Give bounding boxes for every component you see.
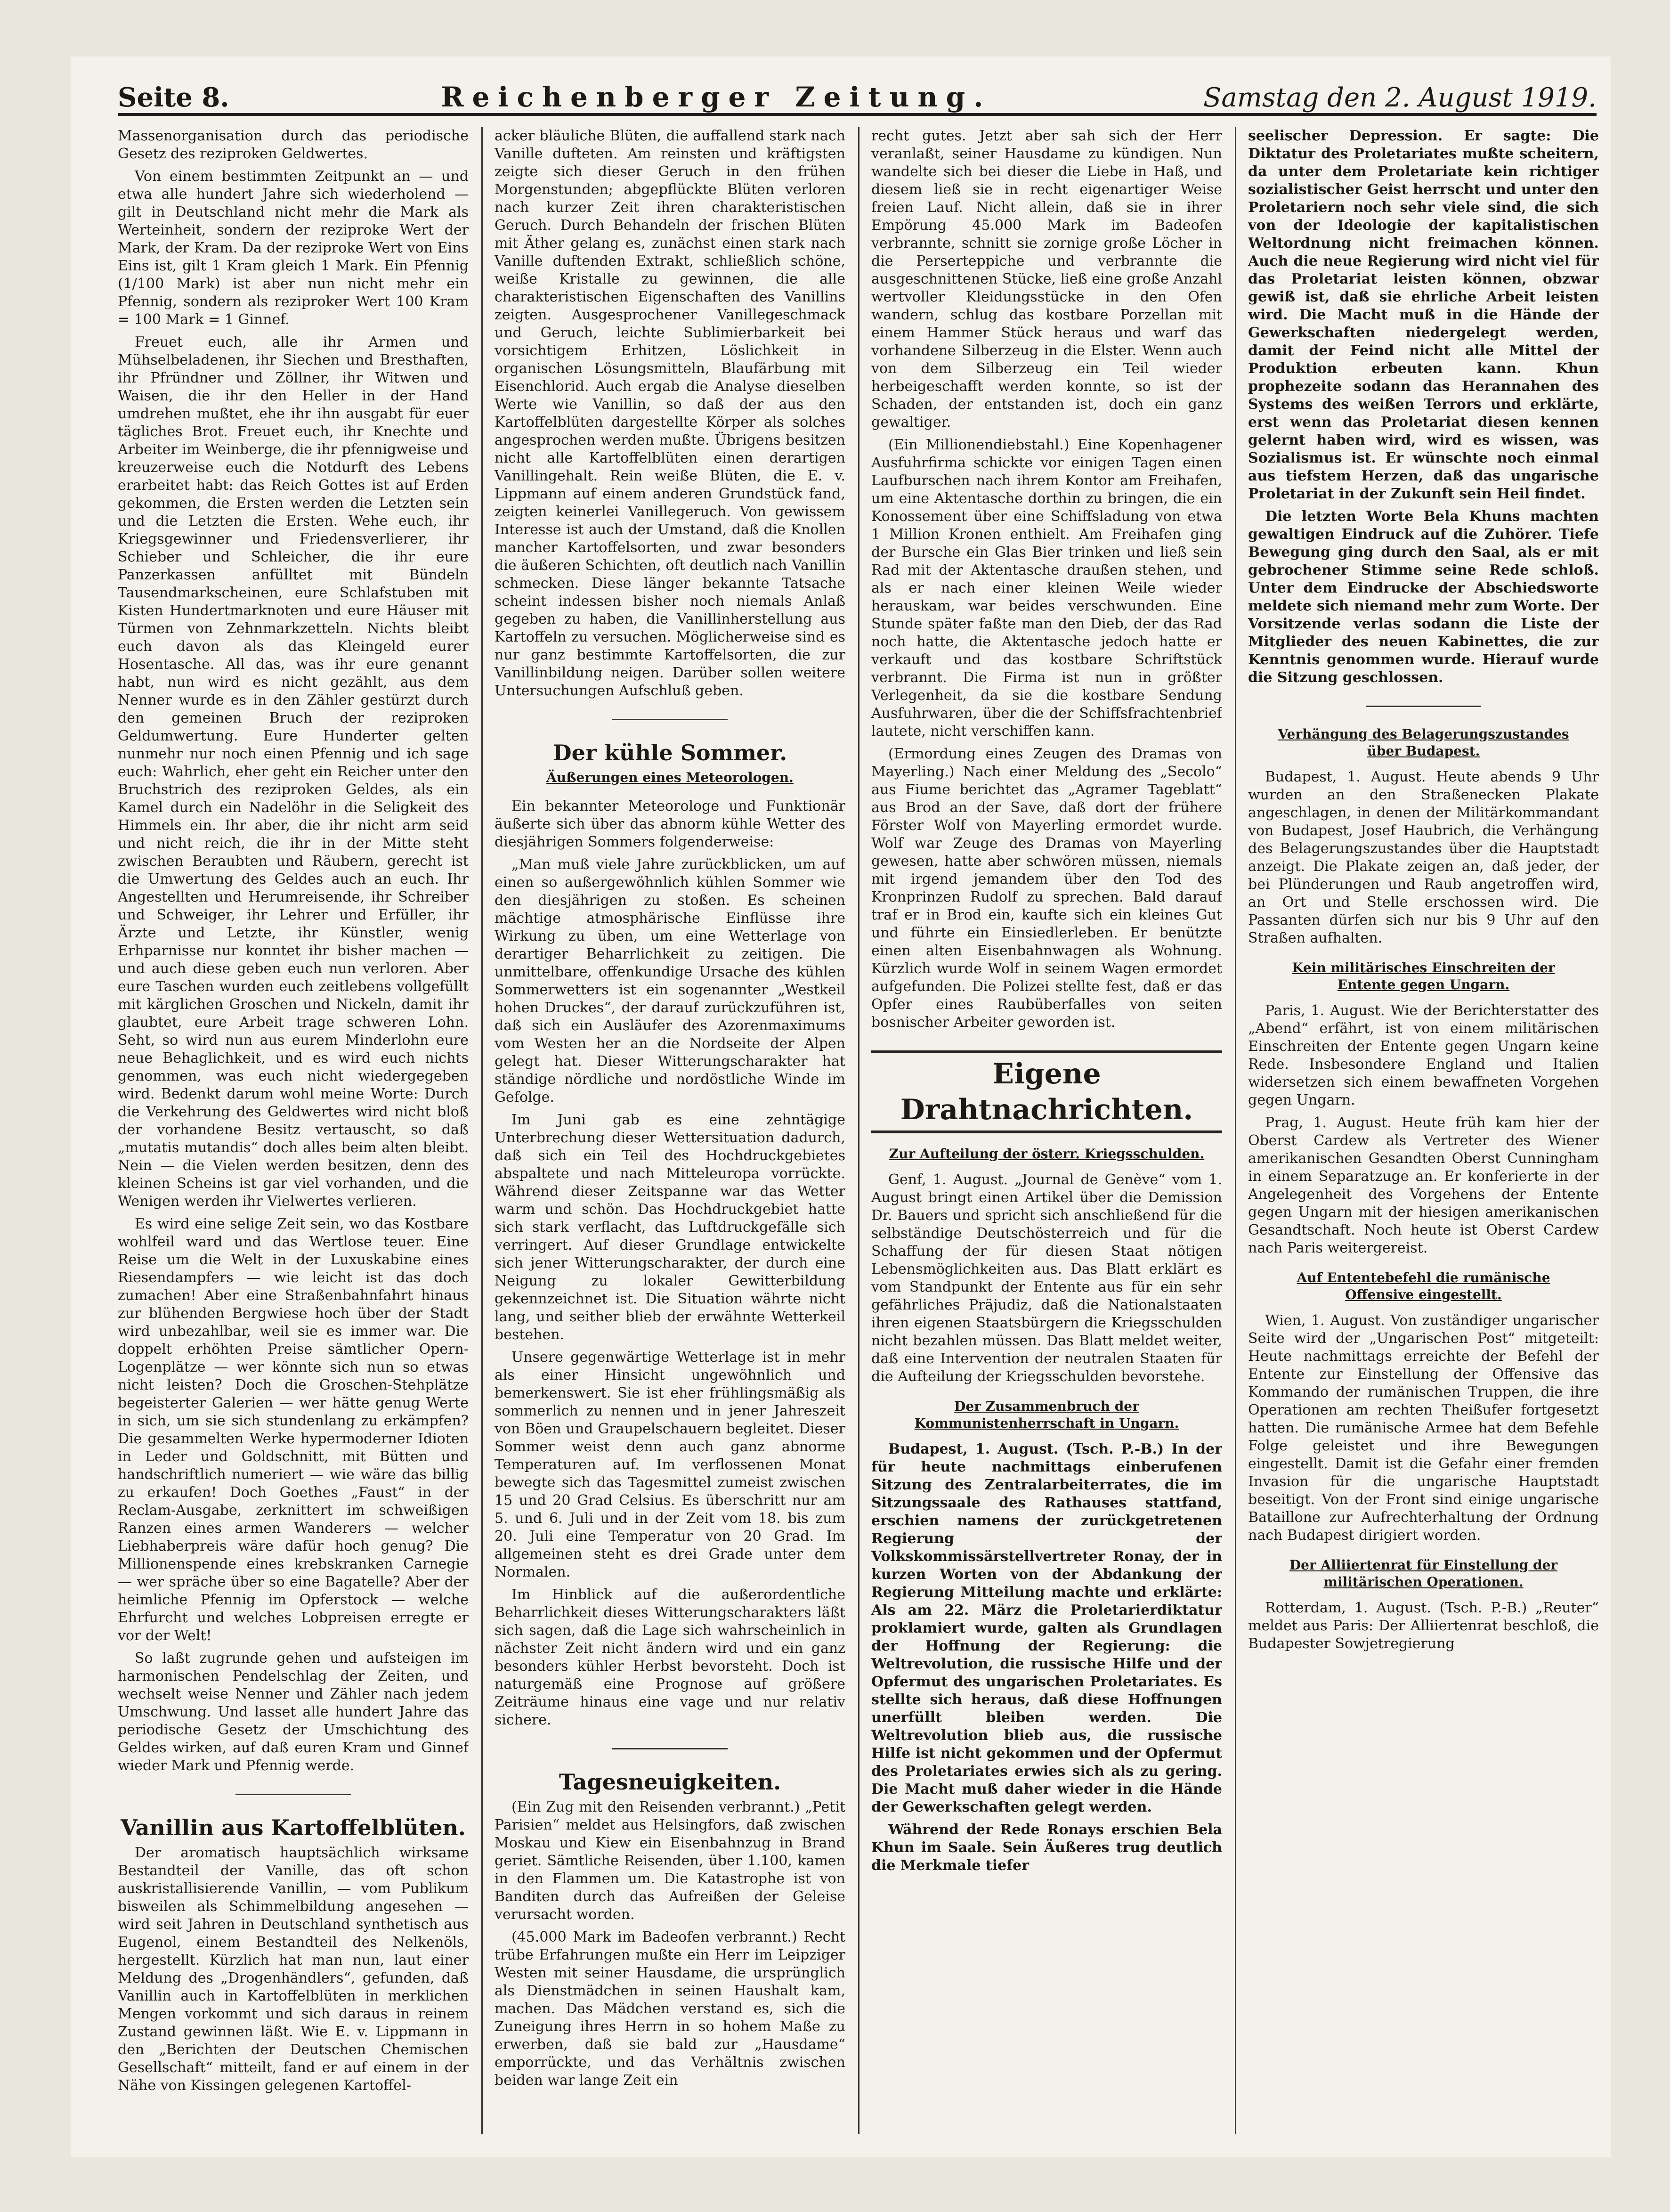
article-paragraph: Im Juni gab es eine zehntägige Unterbrechung dieser Wettersituation dadurch, daß sich ein Teil des Hochdruckgebietes abspaltete und nach Mitteleuropa vorrückte. Während dieser Zeitspanne war das Wetter warm und schön. Das Hochdruckgebiet hatte sich stark verflacht, das Luftdruckgefälle sich verringert. Auf dieser Grundlage entwickelte sich jener Witterungscharakter, der durch eine Neigung zu lokaler Gewitterbildung gekennzeichnet ist. Die Situation währte nicht lang, und seither blieb der erwähnte Wetterkeil bestehen. <box>495 1112 845 1343</box>
article-paragraph: Die letzten Worte Bela Khuns machten gewaltigen Eindruck auf die Zuhörer. Tiefe Bewegung ging durch den Saal, als er mit gebrochener Stimme seine Rede schloß. Unter dem Eindrucke der Abschiedsworte meldete sich niemand mehr zum Worte. Der Vorsitzende verlas sodann die Liste der Mitglieder des neuen Kabinettes, die zur Kenntnis genommen wurde. Hierauf wurde die Sitzung geschlossen. <box>1248 508 1599 686</box>
article-paragraph: Von einem bestimmten Zeitpunkt an — und etwa alle hundert Jahre sich wiederholend — gilt in Deutschland nicht mehr die Mark als Werteinheit, sondern der reziproke Wert der Mark, der Kram. Da der reziproke Wert von Eins Eins ist, gilt 1 Kram gleich 1 Mark. Ein Pfennig (1/100 Mark) ist aber nun nicht mehr ein Pfennig, sondern als reziproker Wert 100 Kram = 100 Mark = 1 Ginnef. <box>118 168 469 328</box>
article-paragraph: Es wird eine selige Zeit sein, wo das Kostbare wohlfeil ward und das Wertlose teuer. Eine Reise um die Welt in der Luxuskabine eines Riesendampfers — wie leicht ist das doch zumachen! Aber eine Straßenbahnfahrt hinaus zur blühenden Bergwiese hoch über der Stadt wird unbezahlbar, weil sie es immer war. Die doppelt erhöhten Preise sämtlicher Opern-Logenplätze — wer könnte sich nun so etwas nicht leisten? Doch die Groschen-Stehplätze begeisterter Galerien — wer hätte genug Werte in sich, um sie sich stundenlang zu erkämpfen? Die gesammelten Werke hypermoderner Idioten in Leder und Goldschnitt, mit Bütten und handschriftlich numeriert — wie wäre das billig zu erkaufen! Doch Goethes „Faust“ in der Reclam-Ausgabe, zerknittert im schweißigen Ranzen eines armen Wanderers — welcher Liebhaberpreis wäre dafür hoch genug? Die Millionenspende eines krebskranken Carnegie — wer spräche über so eine Bagatelle? Aber der heimliche Pfennig im Opferstock — welche Ehrfurcht und welches Lobpreisen erregte er vor der Welt! <box>118 1216 469 1644</box>
page-header <box>118 75 1597 116</box>
news-item: (Ermordung eines Zeugen des Dramas von Mayerling.) Nach einer Meldung des „Secolo“ aus Fiume berichtet das „Agramer Tageblatt“ aus Brod an der Save, daß dort der frühere Förster Wolf von Mayerling ermordet wurde. Wolf war Zeuge des Dramas von Mayerling gewesen, hatte aber schwören müssen, niemals mit irgend jemandem über den Tod des Kronprinzen Rudolf zu sprechen. Bald darauf traf er in Brod ein, kaufte sich ein kleines Gut und führte ein Einsiedlerleben. Er benützte einen alten Eisenbahnwagen als Wohnung. Kürzlich wurde Wolf in seinem Wagen ermordet aufgefunden. Die Polizei stellte fest, daß er das Opfer eines Raubüberfalles von seiten bosnischer Arbeiter geworden ist. <box>871 746 1222 1031</box>
article-paragraph: Im Hinblick auf die außerordentliche Beharrlichkeit dieses Witterungscharakters läßt sich sagen, daß die Lage sich wahrscheinlich in nächster Zeit nicht ändern wird und ein ganz besonders kühler Herbst bevorsteht. Doch ist naturgemäß eine Prognose auf größere Zeiträume hinaus eine vage und nur relativ sichere. <box>495 1586 845 1728</box>
column-4 <box>1248 127 1599 2134</box>
article-headline: Vanillin aus Kartoffelblüten. <box>121 1815 466 1840</box>
news-item: (Ein Millionendiebstahl.) Eine Kopenhagener Ausfuhrfirma schickte vor einigen Tagen einen Laufburschen nach ihrem Kontor am Freihafen, um eine Aktentasche dorthin zu bringen, die ein Konossement über eine Schiffsladung von etwa 1 Million Kronen enthielt. Am Freihafen ging der Bursche ein Glas Bier trinken und ließ sein Rad mit der Aktentasche draußen stehen, und als er nach einer kleinen Weile wieder herauskam, war beides verschwunden. Eine Stunde später faßte man den Dieb, der das Rad noch hatte, die Aktentasche jedoch hatte er verkauft und das kostbare Schriftstück verbrannt. Die Firma ist nun in größter Verlegenheit, da sie die kostbare Sendung Ausfuhrwaren, über die der Schiffsfrachtenbrief lautete, nicht verschiffen kann. <box>871 437 1222 740</box>
article-paragraph: Ein bekannter Meteorologe und Funktionär äußerte sich über das abnorm kühle Wetter des diesjährigen Sommers folgenderweise: <box>495 798 845 850</box>
article-subheadline: Äußerungen eines Meteorologen. <box>546 770 794 785</box>
news-item: (45.000 Mark im Badeofen verbrannt.) Recht trübe Erfahrungen mußte ein Herr im Leipziger Westen mit seiner Hausdame, die ursprünglich als Dienstmädchen in seinen Haushalt kam, machen. Das Mädchen verstand es, sich die Zuneigung ihres Herrn in so hohem Maße zu erwerben, daß sie bald zur „Hausdame“ emporrückte, und das Verhältnis zwischen beiden war lange Zeit ein <box>495 1929 845 2089</box>
article-paragraph: Wien, 1. August. Von zuständiger ungarischer Seite wird der „Ungarischen Post“ mitgeteilt: Heute nachmittags erreichte der Befehl der Entente zur Einstellung der Offensive das Kommando der rumänischen Truppen, die ihre Operationen am rechten Theißufer fortgesetzt hatten. Die rumänische Armee hat dem Befehle Folge geleistet und ihre Bewegungen eingestellt. Damit ist die Gefahr einer fremden Invasion für die ungarische Hauptstadt beseitigt. Von der Front sind einige ungarische Bataillone zur Aufrechterhaltung der Ordnung nach Budapest dirigiert worden. <box>1248 1312 1599 1544</box>
column-2 <box>495 127 845 2134</box>
newspaper-title: Reichenberger Zeitung. <box>441 81 992 113</box>
section-banner: Eigene Drahtnachrichten. <box>871 1050 1222 1133</box>
article-paragraph: Budapest, 1. August. Heute abends 9 Uhr wurden an den Straßenecken Plakate angeschlagen, in denen der Militärkommandant von Budapest, Josef Haubrich, die Verhängung des Belagerungszustandes über die Hauptstadt anzeigt. Die Plakate zeigen an, daß jeder, der bei Plünderungen und Raub angetroffen wird, an Ort und Stelle erschossen wird. Die Passanten dürfen sich nur bis 9 Uhr auf den Straßen aufhalten. <box>1248 769 1599 946</box>
article-paragraph: Der aromatisch hauptsächlich wirksame Bestandteil der Vanille, das oft schon auskristallisierende Vanillin, — vom Publikum bisweilen als Schimmelbildung angesehen — wird seit Jahren in Deutschland synthetisch aus Eugenol, einem Bestandteil des Nelkenöls, hergestellt. Kürzlich hat man nun, laut einer Meldung des „Drogenhändlers“, gefunden, daß Vanillin auch in Kartoffelblüten in merklichen Mengen vorkommt und sich daraus in reinem Zustand gewinnen läßt. Wie E. v. Lippmann in den „Berichten der Deutschen Chemischen Gesellschaft“ mitteilt, fand er auf einem in der Nähe von Kissingen gelegenen Kartoffel- <box>118 1845 469 2094</box>
news-item: (Ein Zug mit den Reisenden verbrannt.) „Petit Parisien“ meldet aus Helsingfors, daß zwischen Moskau und Kiew ein Eisenbahnzug in Brand geriet. Sämtliche Reisenden, über 1.100, kamen in den Flammen um. Die Katastrophe ist von Banditen durch das Aufreißen der Geleise verursacht worden. <box>495 1799 845 1923</box>
article-paragraph: Massenorganisation durch das periodische Gesetz des reziproken Geldwertes. <box>118 128 469 162</box>
article-headline: Der kühle Sommer. <box>552 740 787 765</box>
article-paragraph: „Man muß viele Jahre zurückblicken, um auf einen so außergewöhnlich kühlen Sommer wie den diesjährigen zu stoßen. Es scheinen mächtige atmosphärische Einflüsse ihre Wirkung zu üben, um eine Wetterlage von derartiger Beharrlichkeit zu zeitigen. Die unmittelbare, offenkundige Ursache des kühlen Sommerwetters ist ein sogenannter „Westkeil hohen Druckes“, der darauf zurückzuführen ist, daß sich ein Ausläufer des Azorenmaximums vom Westen her an die Nordseite der Alpen gelegt hat. Dieser Witterungscharakter hat ständige nördliche und nordöstliche Winde im Gefolge. <box>495 856 845 1106</box>
column-rule <box>481 127 483 2134</box>
article-paragraph: Paris, 1. August. Wie der Berichterstatter des „Abend“ erfährt, ist von einem militärischen Einschreiten der Entente gegen Ungarn keine Rede. Insbesondere England und Italien widersetzen sich einem bewaffneten Vorgehen gegen Ungarn. <box>1248 1002 1599 1108</box>
article-headline: Auf Ententebefehl die rumänische Offensive eingestellt. <box>1297 1270 1550 1302</box>
article-paragraph: seelischer Depression. Er sagte: Die Diktatur des Proletariates mußte scheitern, da unter dem Proletariate kein richtiger sozialistischer Geist herrscht und unter den Proletariern noch sehr viele sind, die sich von der Ideologie der kapitalistischen Weltordnung nicht freimachen können. Auch die neue Regierung wird nicht viel für das Proletariat leisten können, obzwar gewiß ist, daß sie ehrliche Arbeit leisten wird. Die Macht muß in die Hände der Gewerkschaften niedergelegt werden, damit der Feind nicht alle Mittel der Produktion erbeuten kann. Khun prophezeite sodann das Herannahen des Systems des weißen Terrors und erklärte, erst wenn das Proletariat diesen kennen gelernt haben wird, wird es wissen, was Sozialismus ist. Er wünschte noch einmal aus tiefstem Herzen, daß das ungarische Proletariat in der Zukunft sein Heil findet. <box>1248 128 1599 502</box>
article-headline: Verhängung des Belagerungszustandes über Budapest. <box>1278 726 1569 759</box>
article-paragraph: Freuet euch, alle ihr Armen und Mühselbeladenen, ihr Siechen und Bresthaften, ihr Pfründner und Zöllner, ihr Witwen und Waisen, die ihr den Heller in der Hand umdrehen mußtet, ehe ihr ihn ausgabt für euer tägliches Brot. Freuet euch, ihr Knechte und Arbeiter im Weinberge, die ihr pfennigweise und kreuzerweise euch die Notdurft des Lebens erarbeitet habt: das Reich Gottes ist auf Erden gekommen, die Ersten werden die Letzten sein und die Letzten die Ersten. Wehe euch, ihr Kriegsgewinner und Friedensverlierer, ihr Schieber und Schleicher, die ihr eure Panzerkassen anfülltet mit Bündeln Tausendmarkscheinen, eure Schlafstuben mit Kisten Hundertmarknoten und eure Häuser mit Türmen von Zehnmarkzetteln. Nichts bleibt euch davon als das Kleingeld eurer Hosentasche. All das, was ihr eure genannt habt, nun wird es nicht gezählt, aus dem Nenner wurde es in den Zähler gestürzt durch den gemeinen Bruch der reziproken Geldumwertung. Eure Hunderter gelten nunmehr nur noch einen Pfennig und ich sage euch: Wahrlich, eher geht ein Reicher unter den Bruchstrich des reziproken Geldes, als ein Kamel durch ein Nadelöhr in die Seligkeit des Himmels ein. Ihr aber, die ihr nicht arm seid und nicht reich, die ihr in der Mitte steht zwischen Beraubten und Räubern, gerecht ist die Umwertung des Geldes auch an euch. Ihr Angestellten und Herumreisende, ihr Schreiber und Schweiger, ihr Lehrer und Erfüller, ihr Ärzte und Letzte, ihr Künstler, wenig Erhparnisse nur konntet ihr bisher machen — und auch diese geben euch nun verloren. Aber eure Taschen wurden euch zeitlebens vollgefüllt mit kärglichen Groschen und Nickeln, damit ihr glaubtet, eure Arbeit trage schweren Lohn. Seht, so wird nun aus eurem Minderlohn eure neue Behaglichkeit, und es wird euch nichts genommen, was euch nicht wiedergegeben wird. Bedenkt darum wohl meine Worte: Durch die Verkehrung des Geldwertes wird nicht bloß der vorhandene Besitz vertauscht, so daß „mutatis mutandis“ doch alles beim alten bleibt. Nein — die Vielen werden besitzen, denn des kleinen Scheins ist gar viel vorhanden, und die Wenigen werden ihr Vielwertes verlieren. <box>118 334 469 1210</box>
article-paragraph: Prag, 1. August. Heute früh kam hier der Oberst Cardew als Vertreter des Wiener amerikanischen Gesandten Oberst Cunningham in einem Separatzuge an. Er konferierte in der Angelegenheit des Vorgehens der Entente gegen Ungarn mit der hiesigen amerikanischen Gesandtschaft. Noch heute ist Oberst Cardew nach Paris weitergereist. <box>1248 1114 1599 1256</box>
column-3 <box>871 127 1222 2134</box>
section-divider <box>235 1794 351 1795</box>
column-rule <box>858 127 859 2134</box>
article-paragraph: Budapest, 1. August. (Tsch. P.-B.) In der für heute nachmittags einberufenen Sitzung des Zentralarbeiterrates, die im Sitzungssaale des Rathauses stattfand, erschien namens der zurückgetretenen Regierung der Volkskommissärstellvertreter Ronay, der in kurzen Worten von der Abdankung der Regierung Mitteilung machte und erklärte: Als am 22. März die Proletarierdiktatur proklamiert wurde, galten als Grundlagen der Hoffnung der Regierung: die Weltrevolution, die russische Hilfe und der Opfermut des ungarischen Proletariates. Es stellte sich heraus, daß diese Hoffnungen unerfüllt bleiben werden. Die Weltrevolution blieb aus, die russische Hilfe ist nicht gekommen und der Opfermut des Proletariates erwies sich als zu gering. Die Macht muß daher wieder in die Hände der Gewerkschaften gelegt werden. <box>871 1441 1222 1815</box>
article-headline: Der Zusammenbruch der Kommunistenherrschaft in Ungarn. <box>914 1399 1179 1431</box>
news-item: recht gutes. Jetzt aber sah sich der Herr veranlaßt, seiner Hausdame zu kündigen. Nun wandelte sich bei dieser die Liebe in Haß, und diesem ließ sie in recht eigenartiger Weise freien Lauf. Nicht allein, daß sie in ihrer Empörung 45.000 Mark im Badeofen verbrannte, schnitt sie zornige große Löcher in die Perserteppiche und verbrannte die ausgeschnittenen Stücke, ließ eine große Anzahl wertvoller Kleidungsstücke in den Ofen wandern, schlug das kostbare Porzellan mit einem Hammer Stück heraus und warf das vorhandene Silberzeug in die Elster. Wenn auch von dem Silberzeug ein Teil wieder herbeigeschafft werden konnte, so ist der Schaden, der entstanden ist, doch ein ganz gewaltiger. <box>871 128 1222 431</box>
section-divider <box>612 719 728 720</box>
article-paragraph: acker bläuliche Blüten, die auffallend stark nach Vanille dufteten. Am reinsten und kräftigsten zeigte sich dieser Geruch in den frühen Morgenstunden; abgepflückte Blüten verloren nach kurzer Zeit ihren charakteristischen Geruch. Durch Behandeln der frischen Blüten mit Äther gelang es, zunächst einen stark nach Vanille duftenden Extrakt, schließlich schöne, weiße Kristalle zu gewinnen, die alle charakteristischen Eigenschaften des Vanillins zeigten. Ausgesprochener Vanillegeschmack und Geruch, leichte Sublimierbarkeit bei vorsichtigem Erhitzen, Löslichkeit in organischen Lösungsmitteln, Blaufärbung mit Eisenchlorid. Auch ergab die Analyse dieselben Werte wie Vanillin, so daß der aus den Kartoffelblüten dargestellte Körper als solches angesprochen werden mußte. Übrigens besitzen nicht alle Kartoffelblüten einen derartigen Vanillingehalt. Rein weiße Blüten, die E. v. Lippmann auf einem anderen Grundstück fand, zeigten keinerlei Vanillegeruch. Von gewissem Interesse ist auch der Umstand, daß die Knollen mancher Kartoffelsorten, und zwar besonders die äußeren Schichten, oft deutlich nach Vanillin schmecken. Diese länger bekannte Tatsache scheint indessen bisher noch niemals Anlaß gegeben zu haben, die Vanillinherstellung aus Kartoffeln zu versuchen. Möglicherweise sind es nur ganz bestimmte Kartoffelsorten, die zur Vanillinbildung neigen. Darüber sollen weitere Untersuchungen Aufschluß geben. <box>495 128 845 699</box>
issue-date: Samstag den 2. August 1919. <box>1203 82 1597 113</box>
newspaper-page <box>71 57 1611 2157</box>
page-number: Seite 8. <box>118 82 229 113</box>
article-paragraph: Genf, 1. August. „Journal de Genève“ vom 1. August bringt einen Artikel über die Demission Dr. Bauers und spricht sich anschließend für die selbständige Deutschösterreich und für die Schaffung der für diesen Staat nötigen Lebensmöglichkeiten aus. Das Blatt erklärt es vom Standpunkt der Entente aus für ein sehr gefährliches Präjudiz, daß die Nationalstaaten ihren eigenen Staatsbürgern die Kriegsschulden nicht bezahlen müssen. Das Blatt meldet weiter, daß eine Intervention der neutralen Staaten für die Aufteilung der Kriegsschulden bevorstehe. <box>871 1171 1222 1385</box>
article-paragraph: Während der Rede Ronays erschien Bela Khun im Saale. Sein Äußeres trug deutlich die Merkmale tiefer <box>871 1822 1222 1874</box>
section-divider <box>612 1748 728 1749</box>
article-headline: Kein militärisches Einschreiten der Entente gegen Ungarn. <box>1292 960 1555 992</box>
article-paragraph: Unsere gegenwärtige Wetterlage ist in mehr als einer Hinsicht ungewöhnlich und bemerkenswert. Sie ist eher frühlingsmäßig als sommerlich zu nennen und in jener Jahreszeit von Böen und Graupelschauern begleitet. Dieser Sommer weist denn auch ganz abnorme Temperaturen auf. Im verflossenen Monat bewegte sich das Tagesmittel zumeist zwischen 15 und 20 Grad Celsius. Es überschritt nur am 5. und 6. Juli und in der Zeit vom 18. bis zum 20. Juli eine Temperatur von 20 Grad. Im allgemeinen steht es drei Grade unter dem Normalen. <box>495 1349 845 1580</box>
article-paragraph: Rotterdam, 1. August. (Tsch. P.-B.) „Reuter“ meldet aus Paris: Der Alliiertenrat beschloß, die Budapester Sowjetregierung <box>1248 1600 1599 1652</box>
column-rule <box>1235 127 1236 2134</box>
section-divider <box>1366 706 1481 707</box>
article-paragraph: So laßt zugrunde gehen und aufsteigen im harmonischen Pendelschlag der Zeiten, und wechselt weise Nenner und Zähler nach jedem Umschwung. Und lasset alle hundert Jahre das periodische Gesetz der Umschichtung des Geldes wirken, auf daß euren Kram und Ginnef wieder Mark und Pfennig werde. <box>118 1650 469 1774</box>
article-headline: Der Alliiertenrat für Einstellung der militärischen Operationen. <box>1289 1557 1558 1590</box>
column-1 <box>118 127 469 2134</box>
article-columns <box>118 127 1597 2134</box>
article-headline: Zur Aufteilung der österr. Kriegsschulden. <box>889 1146 1205 1162</box>
section-headline: Tagesneuigkeiten. <box>559 1769 781 1795</box>
